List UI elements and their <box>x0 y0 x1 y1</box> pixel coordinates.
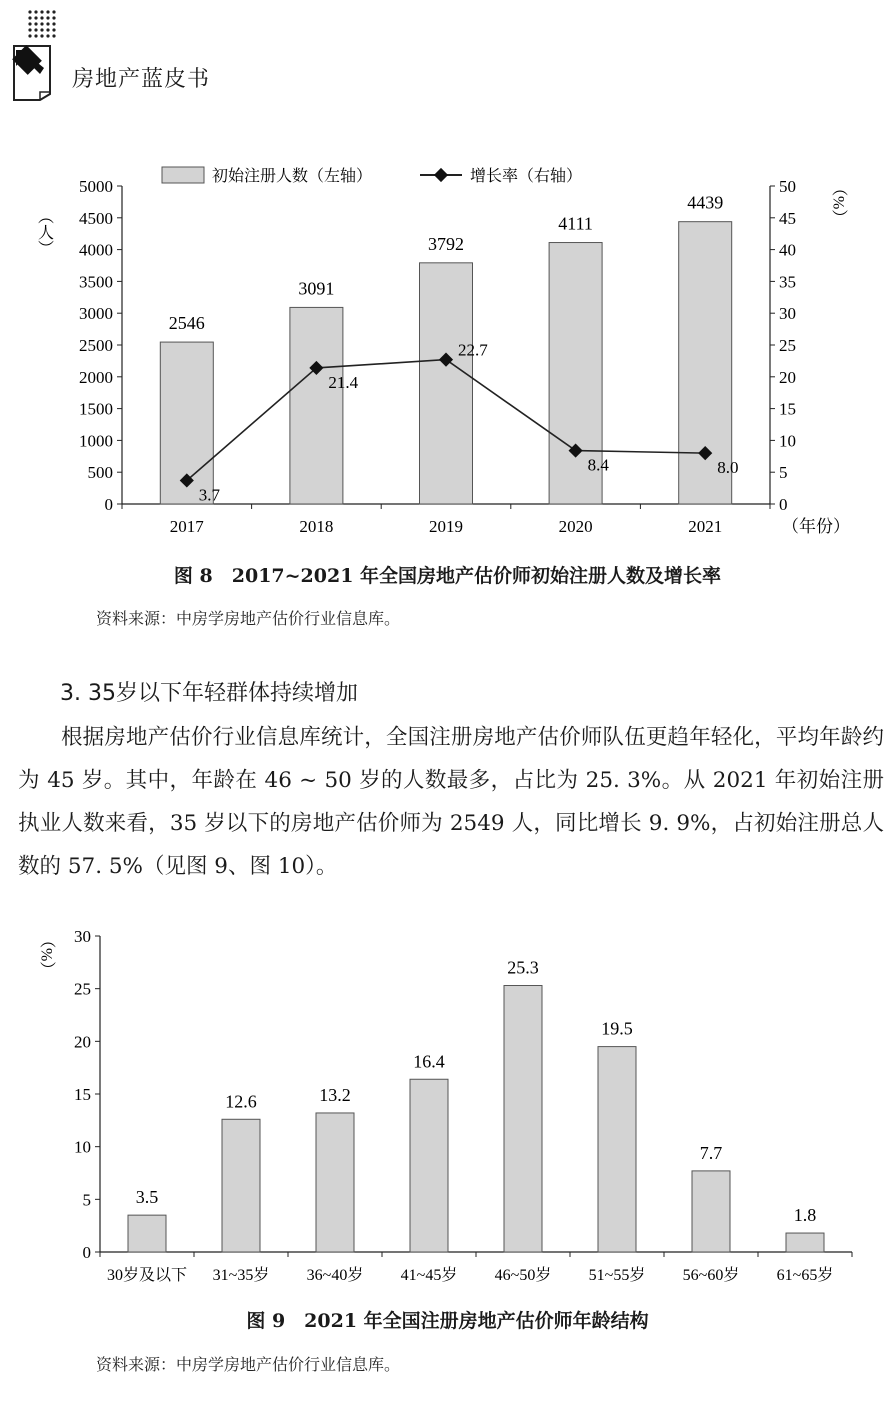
right-tick-label: 45 <box>779 208 796 228</box>
left-tick-label: 500 <box>87 463 113 483</box>
bar-data-label: 2546 <box>168 313 205 334</box>
right-tick-label: 5 <box>779 463 788 483</box>
y-tick-label: 25 <box>74 979 91 999</box>
right-tick-label: 20 <box>779 367 796 387</box>
y-tick-label: 10 <box>74 1137 91 1157</box>
body-paragraph: 根据房地产估价行业信息库统计，全国注册房地产估价师队伍更趋年轻化，平均年龄约为 45 岁。其中，年龄在 46 ~ 50 岁的人数最多，占比为 25. 3%。从 2021 年初始注册执业人数来看，35 岁以下的房地产估价师为 2549 人，同比增长 9. 9%，占初始注册总人数的 57. 5%（见图 9、图 10）。 <box>18 725 884 879</box>
legend-bar-swatch <box>162 167 204 183</box>
bar <box>598 1047 636 1252</box>
left-tick-label: 1500 <box>79 399 113 419</box>
bar-data-label: 25.3 <box>507 957 539 978</box>
x-tick-label: 41~45岁 <box>400 1267 458 1284</box>
x-axis-unit: （年份） <box>782 517 850 536</box>
bar-data-label: 7.7 <box>699 1142 723 1163</box>
x-tick-label: 2018 <box>299 517 334 536</box>
line-data-label: 22.7 <box>458 340 488 360</box>
x-tick-label: 51~55岁 <box>588 1267 646 1284</box>
left-tick-label: 3000 <box>79 304 113 324</box>
left-tick-label: 2500 <box>79 336 113 355</box>
right-tick-label: 0 <box>779 495 788 514</box>
x-tick-label: 2021 <box>688 517 723 536</box>
bar-data-label: 4439 <box>687 192 724 213</box>
bar <box>222 1119 260 1252</box>
right-tick-label: 35 <box>779 272 796 292</box>
figure-8-chart <box>0 150 895 550</box>
bar <box>692 1171 730 1252</box>
y-tick-label: 5 <box>82 1190 91 1210</box>
bar-data-label: 4111 <box>558 213 593 234</box>
left-axis-unit: （人） <box>35 208 53 256</box>
x-tick-label: 56~60岁 <box>682 1267 740 1284</box>
figure-8-source: 资料来源：中房学房地产估价行业信息库。 <box>96 609 401 628</box>
figure-9-source: 资料来源：中房学房地产估价行业信息库。 <box>96 1355 401 1374</box>
legend-line-marker <box>434 168 448 182</box>
book-logo-icon <box>10 6 58 102</box>
x-tick-label: 36~40岁 <box>306 1267 364 1284</box>
x-tick-label: 31~35岁 <box>212 1267 270 1284</box>
left-tick-label: 5000 <box>79 177 113 196</box>
y-tick-label: 30 <box>74 927 91 946</box>
left-tick-label: 0 <box>104 495 113 514</box>
bar-data-label: 19.5 <box>601 1018 633 1039</box>
left-tick-label: 1000 <box>79 431 113 451</box>
bar <box>786 1233 824 1252</box>
figure-8-legend <box>162 167 582 185</box>
bar-data-label: 13.2 <box>319 1084 351 1105</box>
bar <box>128 1215 166 1252</box>
bar <box>504 986 542 1252</box>
line-data-label: 3.7 <box>198 485 221 505</box>
bar-data-label: 12.6 <box>225 1091 257 1112</box>
left-tick-label: 2000 <box>79 367 113 387</box>
book-title: 房地产蓝皮书 <box>72 67 211 92</box>
figure-9-caption: 图 9 2021 年全国注册房地产估价师年龄结构 <box>246 1310 649 1332</box>
right-tick-label: 15 <box>779 399 796 419</box>
bar <box>420 263 473 504</box>
bar-data-label: 16.4 <box>413 1051 445 1072</box>
y-axis-unit: （%） <box>37 932 55 978</box>
bar <box>316 1113 354 1252</box>
figure-9-chart <box>0 918 895 1303</box>
y-tick-label: 15 <box>74 1085 91 1104</box>
line-data-label: 8.4 <box>587 455 609 475</box>
right-tick-label: 10 <box>779 431 796 451</box>
x-tick-label: 30岁及以下 <box>106 1267 188 1284</box>
right-tick-label: 50 <box>779 177 796 196</box>
line-data-label: 21.4 <box>328 372 359 392</box>
bar-data-label: 1.8 <box>793 1205 817 1226</box>
bar <box>290 307 343 504</box>
legend-bar-label: 初始注册人数（左轴） <box>212 168 373 185</box>
left-tick-label: 3500 <box>79 272 113 292</box>
y-tick-label: 20 <box>74 1032 91 1052</box>
left-tick-label: 4000 <box>79 240 113 260</box>
x-tick-label: 2019 <box>429 517 463 536</box>
x-tick-label: 2017 <box>169 517 204 536</box>
x-tick-label: 2020 <box>558 517 593 536</box>
figure-8-caption: 图 8 2017~2021 年全国房地产估价师初始注册人数及增长率 <box>173 565 722 587</box>
bar-data-label: 3.5 <box>135 1187 159 1208</box>
section-heading: 3. 35岁以下年轻群体持续增加 <box>60 681 358 706</box>
x-tick-label: 46~50岁 <box>494 1267 552 1284</box>
right-axis-unit: （%） <box>829 180 847 226</box>
bar-data-label: 3792 <box>428 233 464 254</box>
right-tick-label: 40 <box>779 240 796 260</box>
figure-9-bars <box>128 986 824 1252</box>
bar <box>410 1079 448 1252</box>
y-tick-label: 0 <box>82 1243 91 1262</box>
bar-data-label: 3091 <box>298 278 335 299</box>
right-tick-label: 25 <box>779 336 796 355</box>
legend-line-label: 增长率（右轴） <box>470 168 583 185</box>
line-data-label: 8.0 <box>717 458 739 478</box>
left-tick-label: 4500 <box>79 208 113 228</box>
right-tick-label: 30 <box>779 304 796 324</box>
x-tick-label: 61~65岁 <box>776 1267 834 1284</box>
figure-9-axes <box>74 927 852 1284</box>
